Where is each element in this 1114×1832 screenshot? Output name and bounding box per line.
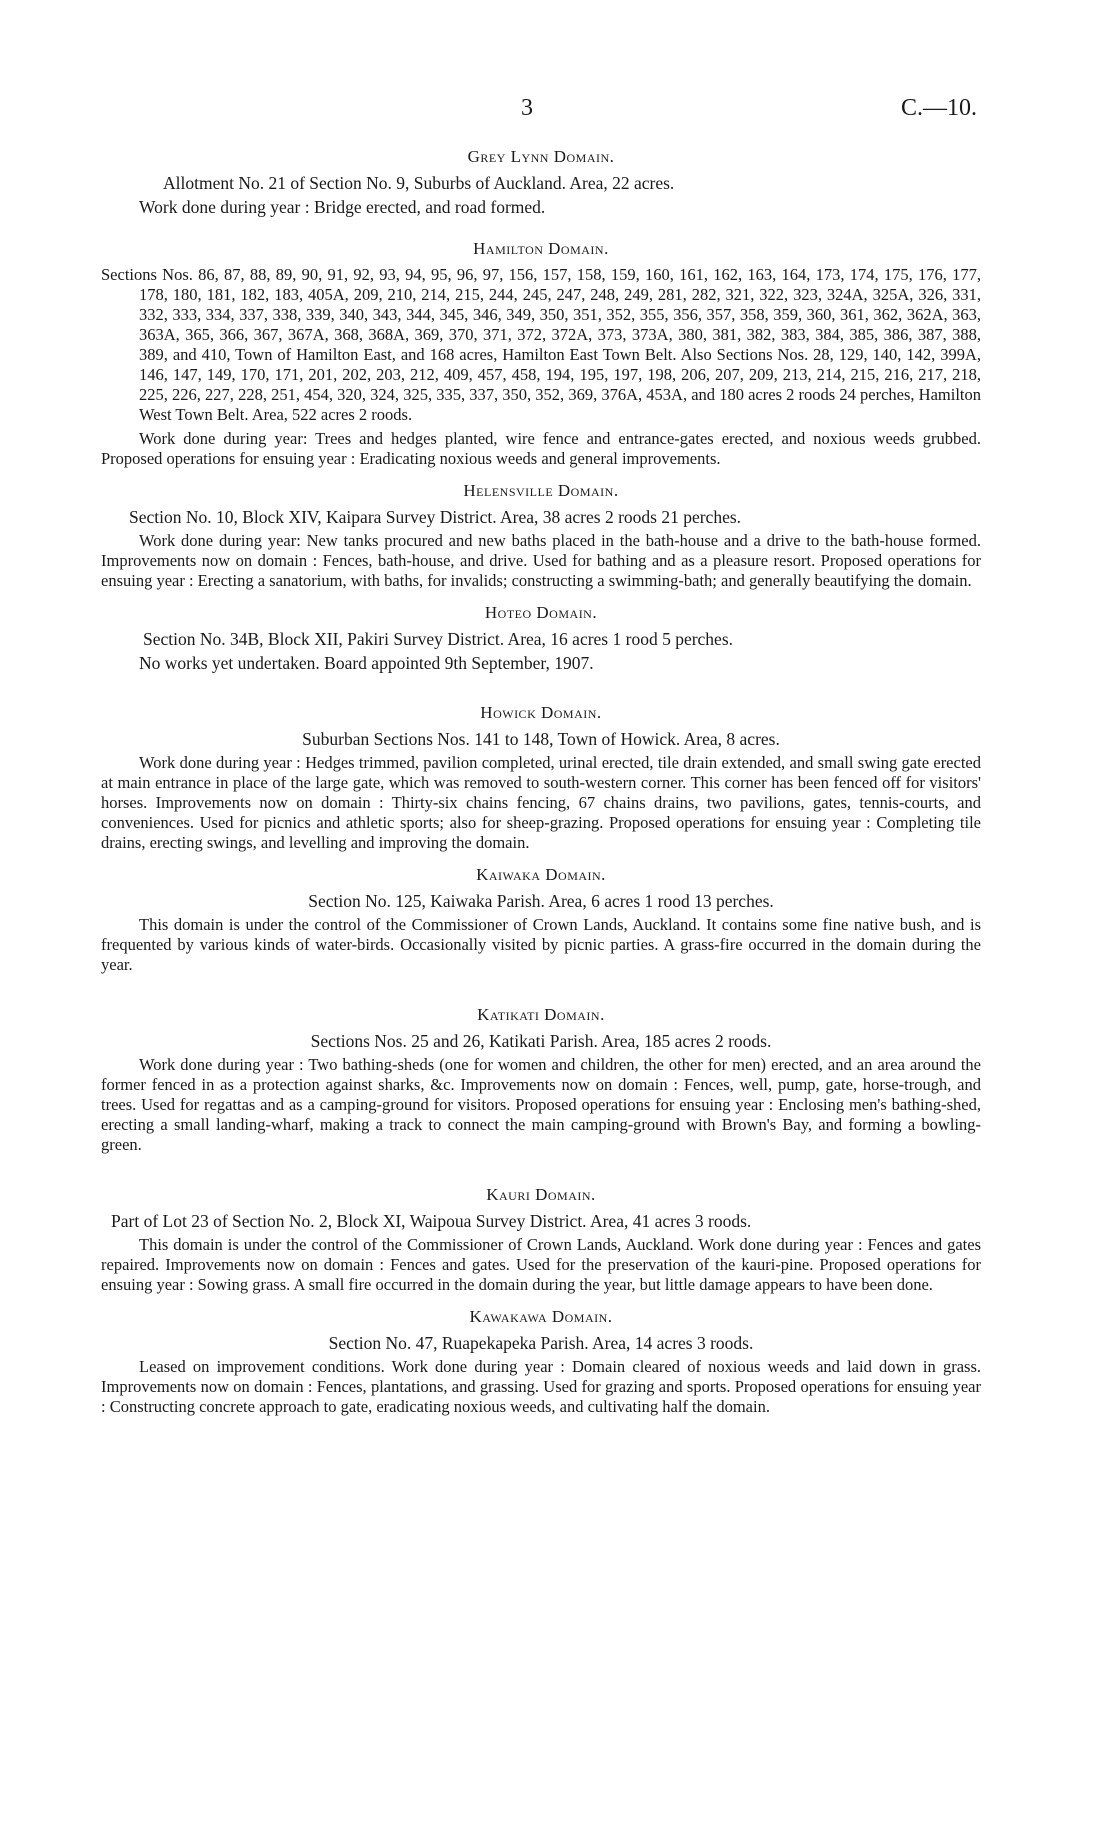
section-heading: Katikati Domain. (477, 1005, 605, 1024)
hamilton-section (101, 239, 981, 469)
katikati-section (101, 1005, 981, 1155)
section-heading: Kaiwaka Domain. (476, 865, 606, 884)
section-line: Suburban Sections Nos. 141 to 148, Town of Howick. Area, 8 acres. (302, 729, 780, 749)
work-paragraph: Work done during year: Trees and hedges planted, wire fence and entrance-gates erected, and noxious weeds grubbed. Proposed operations for ensuing year : Eradicating noxious weeds and general improvements. (101, 429, 981, 468)
section-heading: Kauri Domain. (486, 1185, 596, 1204)
work-paragraph: Work done during year : Hedges trimmed, pavilion completed, urinal erected, tile drain extended, and small swing gate erected at main entrance in place of the large gate, which was removed to south-western corner. This corner has been fenced off for visitors' horses. Improvements now on domain : Thirty-six chains fencing, 67 chains drains, two pavilions, gates, tennis-courts, and conveniences. Used for picnics and athletic sports; also for sheep-grazing. Proposed operations for ensuing year : Completing tile drains, erecting swings, and levelling and improving the domain. (101, 753, 981, 852)
note-line: No works yet undertaken. Board appointed 9th September, 1907. (139, 653, 594, 673)
sections-paragraph: Sections Nos. 86, 87, 88, 89, 90, 91, 92, 93, 94, 95, 96, 97, 156, 157, 158, 159, 160, 161, 162, 163, 164, 173, 174, 175, 176, 177, 178, 180, 181, 182, 183, 405A, 209, 210, 214, 215, 244, 245, 247, 248, 249, 281, 282, 321, 322, 323, 324A, 325A, 326, 331, 332, 333, 334, 337, 338, 339, 340, 343, 344, 345, 346, 349, 350, 351, 352, 355, 356, 357, 358, 359, 360, 361, 362, 362A, 363, 363A, 365, 366, 367, 367A, 368, 368A, 369, 370, 371, 372, 372A, 373, 373A, 380, 381, 382, 383, 384, 385, 386, 387, 388, 389, and 410, Town of Hamilton East, and 168 acres, Hamilton East Town Belt. Also Sections Nos. 28, 129, 140, 142, 399A, 146, 147, 149, 170, 171, 201, 202, 203, 212, 409, 457, 458, 194, 195, 197, 198, 206, 207, 209, 213, 214, 215, 216, 217, 218, 225, 226, 227, 228, 251, 454, 320, 324, 325, 335, 337, 350, 352, 369, 376A, 453A, and 180 acres 2 roods 24 perches, Hamilton West Town Belt. Area, 522 acres 2 roods. (101, 265, 981, 424)
work-paragraph: Work done during year: New tanks procured and new baths placed in the bath-house and a drive to the bath-house formed. Improvements now on domain : Fences, bath-house, and drive. Used for bathing and as a pleasure resort. Proposed operations for ensuing year : Erecting a sanatorium, with baths, for invalids; constructing a swimming-bath; and generally beautifying the domain. (101, 531, 981, 590)
document-page (101, 95, 981, 1421)
section-heading: Grey Lynn Domain. (467, 147, 615, 166)
section-heading: Hoteo Domain. (484, 603, 598, 622)
helensville-section (101, 481, 981, 591)
howick-section (101, 703, 981, 853)
kawakawa-section (101, 1307, 981, 1417)
section-heading: Helensville Domain. (463, 481, 619, 500)
section-line: Section No. 47, Ruapekapeka Parish. Area, 14 acres 3 roods. (328, 1333, 754, 1353)
work-paragraph: Work done during year : Two bathing-sheds (one for women and children, the other for men) erected, and an area around the former fenced in as a protection against sharks, &c. Improvements now on domain : Fences, well, pump, gate, horse-trough, and trees. Used for regattas and as a camping-ground for visitors. Proposed operations for ensuing year : Enclosing men's bathing-shed, erecting a small landing-wharf, making a track to connect the main camping-ground with Brown's Bay, and forming a bowling-green. (101, 1055, 981, 1154)
section-line: Part of Lot 23 of Section No. 2, Block XI, Waipoua Survey District. Area, 41 acres 3 roods. (111, 1211, 752, 1231)
hoteo-section (101, 603, 981, 673)
section-heading: Howick Domain. (480, 703, 602, 722)
page-header (101, 95, 981, 135)
kauri-section (101, 1185, 981, 1295)
document-code: C.—10. (900, 95, 977, 121)
text-paragraph: This domain is under the control of the Commissioner of Crown Lands, Auckland. It contains some fine native bush, and is frequented by various kinds of water-birds. Occasionally visited by picnic parties. A grass-fire occurred in the domain during the year. (101, 915, 981, 974)
allotment-line: Allotment No. 21 of Section No. 9, Suburbs of Auckland. Area, 22 acres. (163, 173, 675, 193)
grey-lynn-section (101, 147, 981, 217)
text-paragraph: Leased on improvement conditions. Work done during year : Domain cleared of noxious weeds and laid down in grass. Improvements now on domain : Fences, plantations, and grassing. Used for grazing and sports. Proposed operations for ensuing year : Constructing concrete approach to gate, eradicating noxious weeds, and cultivating half the domain. (101, 1357, 981, 1416)
section-heading: Hamilton Domain. (473, 239, 609, 258)
section-line: Section No. 10, Block XIV, Kaipara Survey District. Area, 38 acres 2 roods 21 perches. (129, 507, 742, 527)
section-heading: Kawakawa Domain. (469, 1307, 613, 1326)
section-line: Sections Nos. 25 and 26, Katikati Parish. Area, 185 acres 2 roods. (310, 1031, 772, 1051)
section-line: Section No. 34B, Block XII, Pakiri Survey District. Area, 16 acres 1 rood 5 perches. (143, 629, 734, 649)
page-number: 3 (521, 95, 533, 121)
text-paragraph: This domain is under the control of the Commissioner of Crown Lands, Auckland. Work done during year : Fences and gates repaired. Improvements now on domain : Fences and gates. Used for the preservation of the kauri-pine. Proposed operations for ensuing year : Sowing grass. A small fire occurred in the domain during the year, but little damage appears to have been done. (101, 1235, 981, 1294)
work-line: Work done during year : Bridge erected, and road formed. (139, 197, 546, 217)
section-line: Section No. 125, Kaiwaka Parish. Area, 6 acres 1 rood 13 perches. (308, 891, 774, 911)
kaiwaka-section (101, 865, 981, 975)
